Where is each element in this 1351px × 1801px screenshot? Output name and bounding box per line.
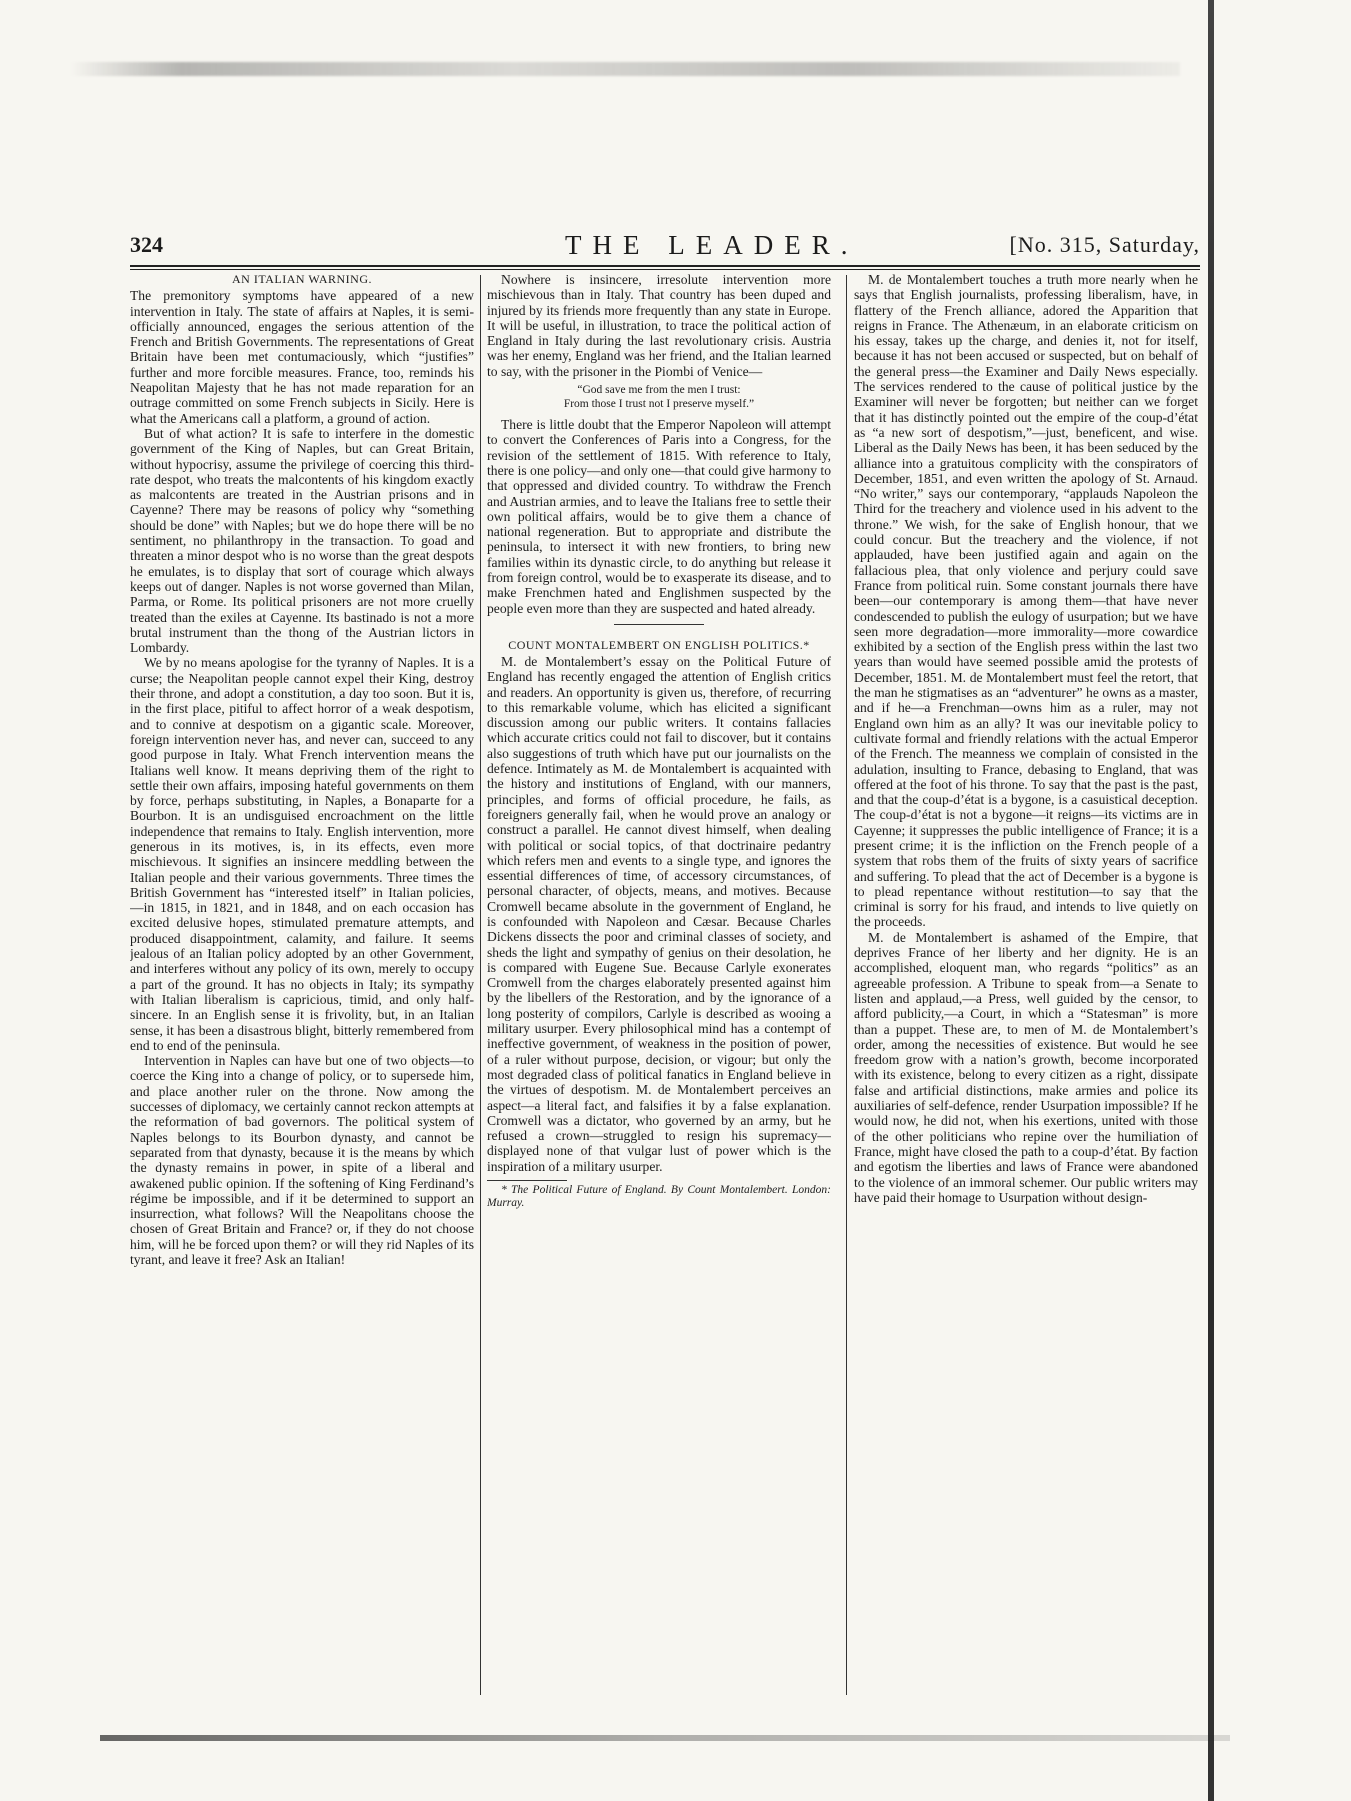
article-paragraph: Nowhere is insincere, irresolute intervention more mischievous than in Italy. That country has been duped and injured by its friends more frequently than any state in Europe. It will be useful, in illustration, to trace the political action of England in Italy during the last revolutionary crisis. Austria was her enemy, England was her friend, and the Italian learned to say, with the prisoner in the Piombi of Venice—	[487, 272, 831, 379]
column-divider	[846, 275, 847, 1695]
masthead	[130, 230, 1200, 264]
article-heading-montalembert: COUNT MONTALEMBERT ON ENGLISH POLITICS.*	[508, 637, 810, 652]
scan-edge-right	[1208, 0, 1214, 1801]
scan-edge-top	[70, 62, 1180, 76]
article-paragraph: M. de Montalembert’s essay on the Political Future of England has recently engaged the attention of English critics and readers. An opportunity is given us, therefore, of recurring to this remarkable volume, which has elicited a significant discussion among our public writers. It contains fallacies which accurate critics could not fail to discover, but it contains also suggestions of truth which have put our journalists on the defence. Intimately as M. de Montalembert is acquainted with the history and institutions of England, with our manners, principles, and forms of official procedure, he fails, as foreigners generally fail, when he would prove an analogy or construct a parallel. He cannot divest himself, when dealing with political or social topics, of that doctrinaire pedantry which refers men and events to a single type, and ignores the essential differences of time, of accessory circumstances, of personal character, of objects, means, and motives. Because Cromwell became absolute in the government of England, he is confounded with Napoleon and Cæsar. Because Charles Dickens dissects the poor and criminal classes of society, and sheds the light and sympathy of genius on their desolation, he is compared with Eugene Sue. Because Carlyle exonerates Cromwell from the charges elaborately presented against him by the libellers of the Restoration, and by the ignorance of a long posterity of compilors, Carlyle is described as wooing a military usurper. Every philosophical mind has a contempt of ineffective government, of weakness in the position of power, of a ruler without purpose, decision, or vigour; but only the most degraded class of political fanatics in England believe in the virtues of despotism. M. de Montalembert perceives an aspect—a literal fact, and falsifies it by a false explanation. Cromwell was a dictator, who governed by an army, but he refused a crown—struggled to resign his supremacy—displayed none of that vulgar lust of power which is the inspiration of a military usurper.	[487, 653, 831, 1174]
masthead-rule	[130, 265, 1200, 270]
article-paragraph: Intervention in Naples can have but one of two objects—to coerce the King into a change of policy, or to supersede him, and place another ruler on the throne. Now among the successes of diplomacy, we certainly cannot reckon attempts at the reformation of bad governors. The political system of Naples belongs to its Bourbon dynasty, and cannot be separated from that dynasty, because it is the means by which the dynasty remains in power, in spite of a liberal and awakened public opinion. If the softening of King Ferdinand’s régime be impossible, and if it be determined to support an insurrection, what follows? Will the Neapolitans choose the chosen of Great Britain and France? or, if they do not choose him, will he be forced upon them? or will they rid Naples of its tyrant, and leave it free? Ask an Italian!	[130, 1053, 474, 1267]
column-2	[487, 272, 831, 1697]
article-paragraph: But of what action? It is safe to interfere in the domestic government of the King of Naples, but can Great Britain, without hypocrisy, assume the privilege of coercing this third-rate despot, who treats the malcontents of his kingdom exactly as malcontents are treated in the Austrian prisons and in Cayenne? There may be reasons of policy why “something should be done” with Naples; but we do hope there will be no sentiment, no philanthropy in the transaction. To goad and threaten a minor despot who is no worse than the great despots he emulates, is to display that sort of courage which always keeps out of danger. Naples is not worse governed than Milan, Parma, or Rome. Its political prisoners are not more cruelly treated than the exiles at Cayenne. Its bastinado is not a more brutal instrument than the thong of the Austrian lictors in Lombardy.	[130, 425, 474, 656]
scan-edge-bottom	[100, 1735, 1230, 1741]
paper-title: THE LEADER.	[565, 230, 859, 260]
quotation	[487, 383, 831, 411]
page-number: 324	[130, 232, 163, 257]
article-paragraph: M. de Montalembert is ashamed of the Empire, that deprives France of her liberty and her dignity. He is an accomplished, eloquent man, who regards “politics” as an agreeable profession. A Tribune to speak from—a Senate to listen and applaud,—a Press, well guided by the censor, to afford publicity,—a Court, in which a “Statesman” is more than a puppet. These are, to men of M. de Montalembert’s order, among the necessities of existence. But would he see freedom grow with a nation’s growth, become incorporated with its existence, belong to every citizen as a right, dissipate false and artificial distinctions, make armies and police its auxiliaries of self-defence, render Usurpation impossible? If he would now, he did not, when his exertions, united with those of the other politicians who repine over the humiliation of France, might have closed the path to a coup-d’état. By faction and egotism the liberties and laws of France were abandoned to the violence of an immoral schemer. Our public writers may have paid their homage to Usurpation without design-	[854, 929, 1198, 1205]
article-heading-italian-warning: AN ITALIAN WARNING.	[232, 272, 372, 286]
article-paragraph: There is little doubt that the Emperor Napoleon will attempt to convert the Conferences of Paris into a Congress, for the revision of the settlement of 1815. With reference to Italy, there is one policy—and only one—that could give harmony to that oppressed and divided country. To withdraw the French and Austrian armies, and to leave the Italians free to settle their own political affairs, would be to give them a chance of national regeneration. But to appropriate and distribute the peninsula, to intersect it with new frontiers, to bring new families within its dynastic circle, to do anything but release it from foreign control, would be to exasperate its disease, and to make Frenchmen hated and Englishmen suspected by the people even more than they are suspected and hated already.	[487, 417, 831, 616]
column-1	[130, 272, 474, 1697]
article-paragraph: We by no means apologise for the tyranny of Naples. It is a curse; the Neapolitan people cannot expel their King, destroy their throne, and adopt a constitution, a day too soon. But it is, in the first place, pitiful to affect horror of a weak despotism, and to connive at despotism on a gigantic scale. Moreover, foreign intervention never has, and never can, succeed to any good purpose in Italy. What French intervention means the Italians well know. It means depriving them of the right to settle their own affairs, imposing hateful governments on them by force, perhaps substituting, in Naples, a Bonaparte for a Bourbon. It is an undisguised encroachment on the little independence that remains to Italy. English intervention, more generous in its motives, is, in its effects, even more mischievous. It signifies an insincere meddling between the Italian people and their various governments. Three times the British Government has “interested itself” in Italian policies, —in 1815, in 1821, and in 1848, and on each occasion has excited delusive hopes, stimulated premature attempts, and produced disappointment, calamity, and failure. It seems jealous of an Italian policy adopted by an other Government, and interferes without any policy of its own, merely to occupy a part of the ground. It has no objects in Italy; its sympathy with Italian liberalism is capricious, timid, and only half-sincere. In an English sense it is frivolity, but, in an Italian sense, it has been a disastrous blight, bitterly remembered from end to end of the peninsula.	[130, 655, 474, 1053]
article-separator	[614, 624, 704, 625]
quote-line: From those I trust not I preserve myself.”	[563, 398, 755, 411]
issue-info: [No. 315, Saturday,	[1009, 232, 1200, 257]
article-paragraph: M. de Montalembert touches a truth more nearly when he says that English journalists, professing liberalism, have, in flattery of the French alliance, adored the Apparition that reigns in France. The Athenæum, in an elaborate criticism on his essay, takes up the charge, and denies it, not for itself, because it has not been accused or suspected, but on behalf of the general press—the Examiner and Daily News especially. The services rendered to the cause of political justice by the Examiner will never be forgotten; but neither can we forget that it has distinctly pointed out the empire of the coup-d’état as “a new sort of despotism,”—just, beneficent, and wise. Liberal as the Daily News has been, it has been seduced by the alliance into a gratuitous complicity with the conspirators of December, 1851, and even written the apology of St. Arnaud. “No writer,” says our contemporary, “applauds Napoleon the Third for the treachery and violence used in his advent to the throne.” We wish, for the sake of English honour, that we could concur. But the treachery and the violence, if not applauded, have been justified again and again on the fallacious plea, that only violence and perjury could save France from political ruin. Some constant journals there have been—our contemporary is among them—that have never condescended to publish the eulogy of usurpation; but we have seen more degradation—more immorality—more cowardice exhibited by a section of the English press within the last two years than would have seemed possible amid the protests of December, 1851. M. de Montalembert must feel the retort, that the man he stigmatises as an “adventurer” he owns as a master, and if he—a Frenchman—owns him as a ruler, may not England own him as an ally? It was our inevitable policy to cultivate formal and friendly relations with the actual Emperor of the French. The meanness we complain of consisted in the adulation, insulting to France, debasing to England, that was offered at the foot of his throne. To say that the past is the past, and that the coup-d’état is a bygone, is a casuistical deception. The coup-d’état is not a bygone—it reigns—its victims are in Cayenne; it suppresses the public intelligence of France; it is a present crime; it is the infliction on the French people of a system that robs them of the fruits of sixty years of sacrifice and suffering. To plead that the act of December is a bygone is to plead repentance without restitution—to say that the criminal is sorry for his fraud, and intends to live quietly on the proceeds.	[854, 272, 1198, 930]
article-paragraph: The premonitory symptoms have appeared of a new intervention in Italy. The state of affairs at Naples, it is semi-officially announced, engages the serious attention of the French and British Governments. The representations of Great Britain have been met contumaciously, which “justifies” further and more forcible measures. France, too, reminds his Neapolitan Majesty that he has not made reparation for an outrage committed on some French subjects in Sicily. Here is what the Americans call a platform, a ground of action.	[130, 288, 474, 426]
footnote: * The Political Future of England. By Count Montalembert. London: Murray.	[487, 1184, 831, 1210]
column-3	[854, 272, 1198, 1697]
quote-line: “God save me from the men I trust:	[577, 384, 741, 397]
column-divider	[480, 275, 481, 1695]
footnote-rule	[487, 1180, 567, 1181]
